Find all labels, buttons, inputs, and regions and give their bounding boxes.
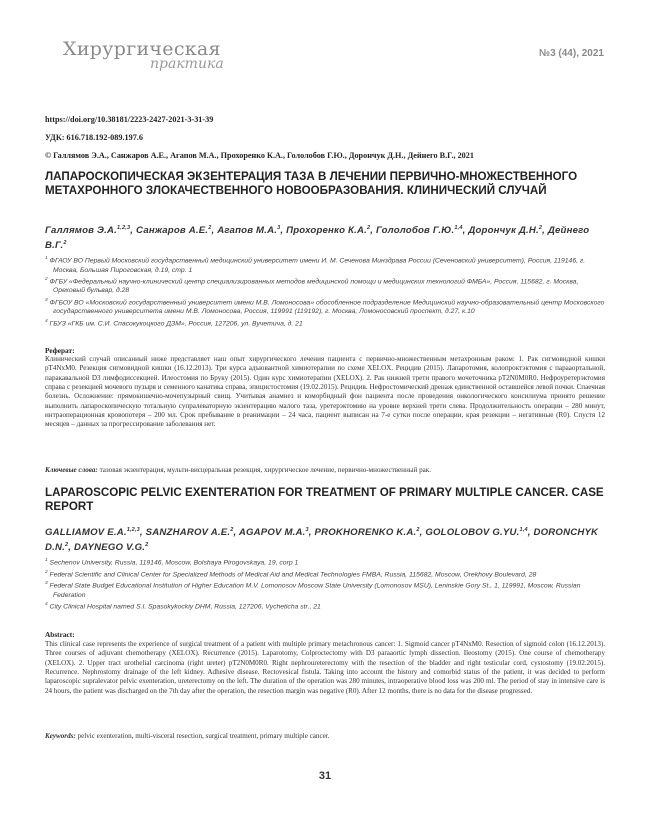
- author-name: Гололобов Г.Ю.: [375, 225, 455, 237]
- author-name: DAYNEGO V.G.: [74, 542, 146, 554]
- ru-abstract-text: Клинический случай описанный ниже представляет наш опыт хирургического лечения пациента с первично-множественным метахронным раком: 1. Рак сигмовидной кишки pT4NxM0. Резекция сигмовидной кишки (16.12.2013). Три курса адъювантной химиотерапии по схеме XELOX. Рецидив (2015). Лапаротомия, колопроктэктомия с парааортальной, паракавальной D3 лимфодиссекцией. Илеостомия по Бруку (2015). Один курс химиотерапии (XELOX). 2. Рак нижней трети правого мочеточника pT2N0M0R0. Нефроуретерэктомия справа с резекцией мочевого пузыря и семенного канатика справа, эпицистостомия (19.02.2015). Рецидив. Нефростомический дренаж единственной оставшейся левой почки. Спаечная болезнь. Осложнение: прямокишечно-мочепузырный свищ. Учитывая анамнез и коморбидный фон пациента после проведения онкологического консилиума принято решение выполнить лапароскопическую тотальную супралеваторную экзентерацию малого таза, уретерэктомию на уровне верхней трети слева. Продолжительность операции – 280 минут, интраоперационная кровопотеря – 200 мл. Срок пребывание в реанимации – 24 часа, пациент выписан на 7-е сутки после операции, края резекции – негативные (R0). Спустя 12 месяцев – данных за прогрессирование заболевания нет.: [45, 355, 605, 429]
- author-affiliation-ref: 1,4: [454, 225, 463, 231]
- affiliation-number: 4: [45, 601, 48, 607]
- en-article-title: LAPAROSCOPIC PELVIC EXENTERATION FOR TREATMENT OF PRIMARY MULTIPLE CANCER. CASE REPORT: [45, 486, 604, 513]
- author-name: SANZHAROV A.E.: [145, 527, 231, 539]
- affiliation-item: [45, 317, 610, 329]
- author-name: GALLIAMOV E.A.: [45, 527, 127, 539]
- author-affiliation-ref: 2: [366, 225, 371, 231]
- author-name: DORONCHYK D.N.: [45, 527, 599, 554]
- author-affiliation-ref: 1,4: [519, 527, 528, 533]
- author-name: Галлямов Э.А.: [45, 225, 117, 237]
- author-name: GOLOLOBOV G.YU.: [425, 527, 520, 539]
- affiliation-text: Sechenov University, Russia, 119146, Moscow, Bolshaya Pirogovskaya, 19, corp 1: [47, 559, 299, 567]
- author-affiliation-ref: 1,2,3: [116, 225, 131, 231]
- ru-authors: Галлямов Э.А.$^{1,2,3}$, Санжаров А.Е.$^2$, Агапов М.А.$^3$, Прохоренко К.А.$^2$, Гололобов Г.Ю.$^{1,4}$, Дорончук Д.Н.$^2$, Дейнего В.Г.$^2$: [45, 225, 590, 252]
- udk-code: УДК: 616.718.192-089.197.6: [45, 133, 143, 142]
- author-affiliation-ref: 2: [145, 542, 149, 549]
- author-affiliation-ref: 2: [63, 240, 67, 247]
- author-name: Санжаров А.Е.: [135, 225, 209, 237]
- ru-article-title: ЛАПАРОСКОПИЧЕСКАЯ ЭКЗЕНТЕРАЦИЯ ТАЗА В ЛЕЧЕНИИ ПЕРВИЧНО-МНОЖЕСТВЕННОГО МЕТАХРОННОГО ЗЛОКАЧЕСТВЕННОГО НОВООБРАЗОВАНИЯ. КЛИНИЧЕСКИЙ СЛУЧАЙ: [45, 170, 578, 197]
- en-authors: GALLIAMOV E.A.$^{1,2,3}$, SANZHAROV A.E.$^2$, AGAPOV M.A.$^3$, PROKHORENKO K.A.$^2$, GOLOLOBOV G.YU.$^{1,4}$, DORONCHYK D.N.$^2$, DAYNEGO V.G.$^2$: [45, 527, 599, 554]
- affiliation-number: 4: [45, 318, 48, 324]
- author-affiliation-ref: 2: [208, 225, 212, 231]
- author-affiliation-ref: 2: [538, 225, 543, 231]
- author-affiliation-ref: 1,2,3: [126, 527, 140, 533]
- en-abstract-text: This clinical case represents the experience of surgical treatment of a patient with multiple primary metachronous cancer: 1. Sigmoid cancer pT4NxM0. Resection of sigmoid colon (16.12.2013). Three courses of adjuvant chemotherapy (XELOX). Recurrence (2015). Laparotomy, Colproctectomy with D3 paraaortic lymph dissection. Ileostomy (2015). One course of chemotherapy (XELOX). 2. Upper tract urothelial carcinoma (right ureter) pT2N0M0R0. Right nephroureterectomy with the resection of the bladder and right testicular cord, cystostomy (19.02.2015). Recurrence. Nephrostomy drainage of the left kidney. Adhesive disease. Rectovesical fistula. Taking into account the history and comorbid status of the patient, it was decided to perform laparoscopic supralevator pelvic exenteration, ureterectomy on the left. The duration of the operation was 280 minutes, intraoperative blood loss was 200 ml. The period of stay in intensive care is 24 hours, the patient was discharged on the 7th day after the operation, the resection margin was negative (R0). After 12 months, there is no data for the disease progressed.: [45, 640, 605, 695]
- author-affiliation-ref: 2: [65, 542, 69, 549]
- doi-link[interactable]: https://doi.org/10.38181/2223-2427-2021-3-31-39: [45, 115, 214, 124]
- en-abstract-label: Abstract:: [45, 630, 75, 639]
- affiliation-text: Federal State Budget Educational Institution of Higher Education M.V. Lomonosov Moscow State University (Lomonosov MSU), Leninskie Gory St., 1, 119991, Moscow, Russian Federation: [47, 582, 581, 599]
- affiliation-number: 3: [45, 297, 48, 303]
- en-keywords-label: Keywords:: [45, 732, 76, 740]
- author-name: Дейнего В.Г.: [45, 225, 590, 252]
- affiliation-item: [45, 579, 610, 600]
- author-affiliation-ref: 2: [416, 527, 420, 533]
- ru-keywords: [45, 466, 605, 475]
- affiliation-text: City Clinical Hospital named S.I. Spasokykockiy DHM, Russia, 127206, Vycheticha str., 21: [47, 603, 321, 611]
- affiliation-item: [45, 568, 610, 580]
- affiliation-item: [45, 254, 610, 275]
- affiliation-text: ГБУЗ «ГКБ им. С.И. Спасокукоцкого ДЗМ», Россия, 127206, ул. Вучетича, д. 21: [47, 319, 303, 327]
- page-number: 31: [318, 770, 332, 782]
- author-name: AGAPOV M.A.: [238, 527, 306, 539]
- ru-keywords-label: Ключевые слова:: [45, 466, 98, 474]
- copyright-line: © Галлямов Э.А., Санжаров А.Е., Агапов М.А., Прохоренко К.А., Гололобов Г.Ю., Дорончук Д.Н., Дейнего В.Г., 2021: [45, 151, 474, 160]
- affiliation-item: [45, 275, 610, 296]
- affiliation-item: [45, 600, 610, 612]
- author-name: PROKHORENKO K.A.: [314, 527, 417, 539]
- ru-affiliations: [45, 254, 610, 328]
- affiliation-number: 1: [45, 558, 48, 563]
- affiliation-text: ФГАОУ ВО Первый Московский государственный медицинский университет имени И. М. Сеченова Минздрава России (Сеченовский университет), Россия, 119146, г. Москва, Большая Пироговская, д.19, стр. 1: [47, 257, 586, 274]
- author-affiliation-ref: 2: [230, 527, 234, 533]
- author-affiliation-ref: 3: [277, 225, 281, 231]
- author-name: Агапов М.А.: [217, 225, 278, 237]
- author-name: Прохоренко К.А.: [286, 225, 367, 237]
- affiliation-item: [45, 296, 610, 317]
- en-affiliations: [45, 556, 610, 612]
- affiliation-number: 3: [45, 581, 48, 587]
- journal-logo-title: Хирургическая: [63, 38, 221, 60]
- journal-logo-script: практика: [150, 56, 224, 72]
- issue-number: №3 (44), 2021: [538, 48, 604, 59]
- en-keywords: [45, 732, 605, 741]
- affiliation-number: 2: [45, 276, 48, 282]
- affiliation-text: ФГБУ «Федеральный научно-клинический центр специализированных методов медицинской помощи и медицинских технологий ФМБА», Россия, 115682, г. Москва, Ореховый бульвар, д.28: [47, 278, 579, 295]
- affiliation-text: ФГБОУ ВО «Московский государственный университет имени М.В. Ломоносова» обособленное подразделение Медицинский научно-образовательный центр Московского государственного университета имени М.В. Ломоносова, Россия, 119991 (119192), г. Москва, Ломоносовский проспект, д.27, к.10: [47, 298, 605, 316]
- ru-abstract-label: Реферат:: [45, 346, 75, 355]
- author-name: Дорончук Д.Н.: [468, 225, 539, 237]
- affiliation-item: [45, 556, 610, 568]
- ru-keywords-text: тазовая экзентерация, мульти-висцеральная резекция, хирургическое лечение, первично-множественный рак.: [99, 466, 432, 474]
- author-affiliation-ref: 3: [305, 527, 309, 533]
- affiliation-number: 2: [45, 569, 48, 575]
- affiliation-text: Federal Scientific and Clinical Center for Specialized Methods of Medical Aid and Medical Technologies FMBA, Russia, 115682, Moscow, Orekhovy Boulevard, 28: [47, 570, 537, 578]
- affiliation-number: 1: [45, 256, 48, 261]
- en-keywords-text: pelvic exenteration, multi-visceral resection, surgical treatment, primary multiple cancer.: [77, 732, 330, 740]
